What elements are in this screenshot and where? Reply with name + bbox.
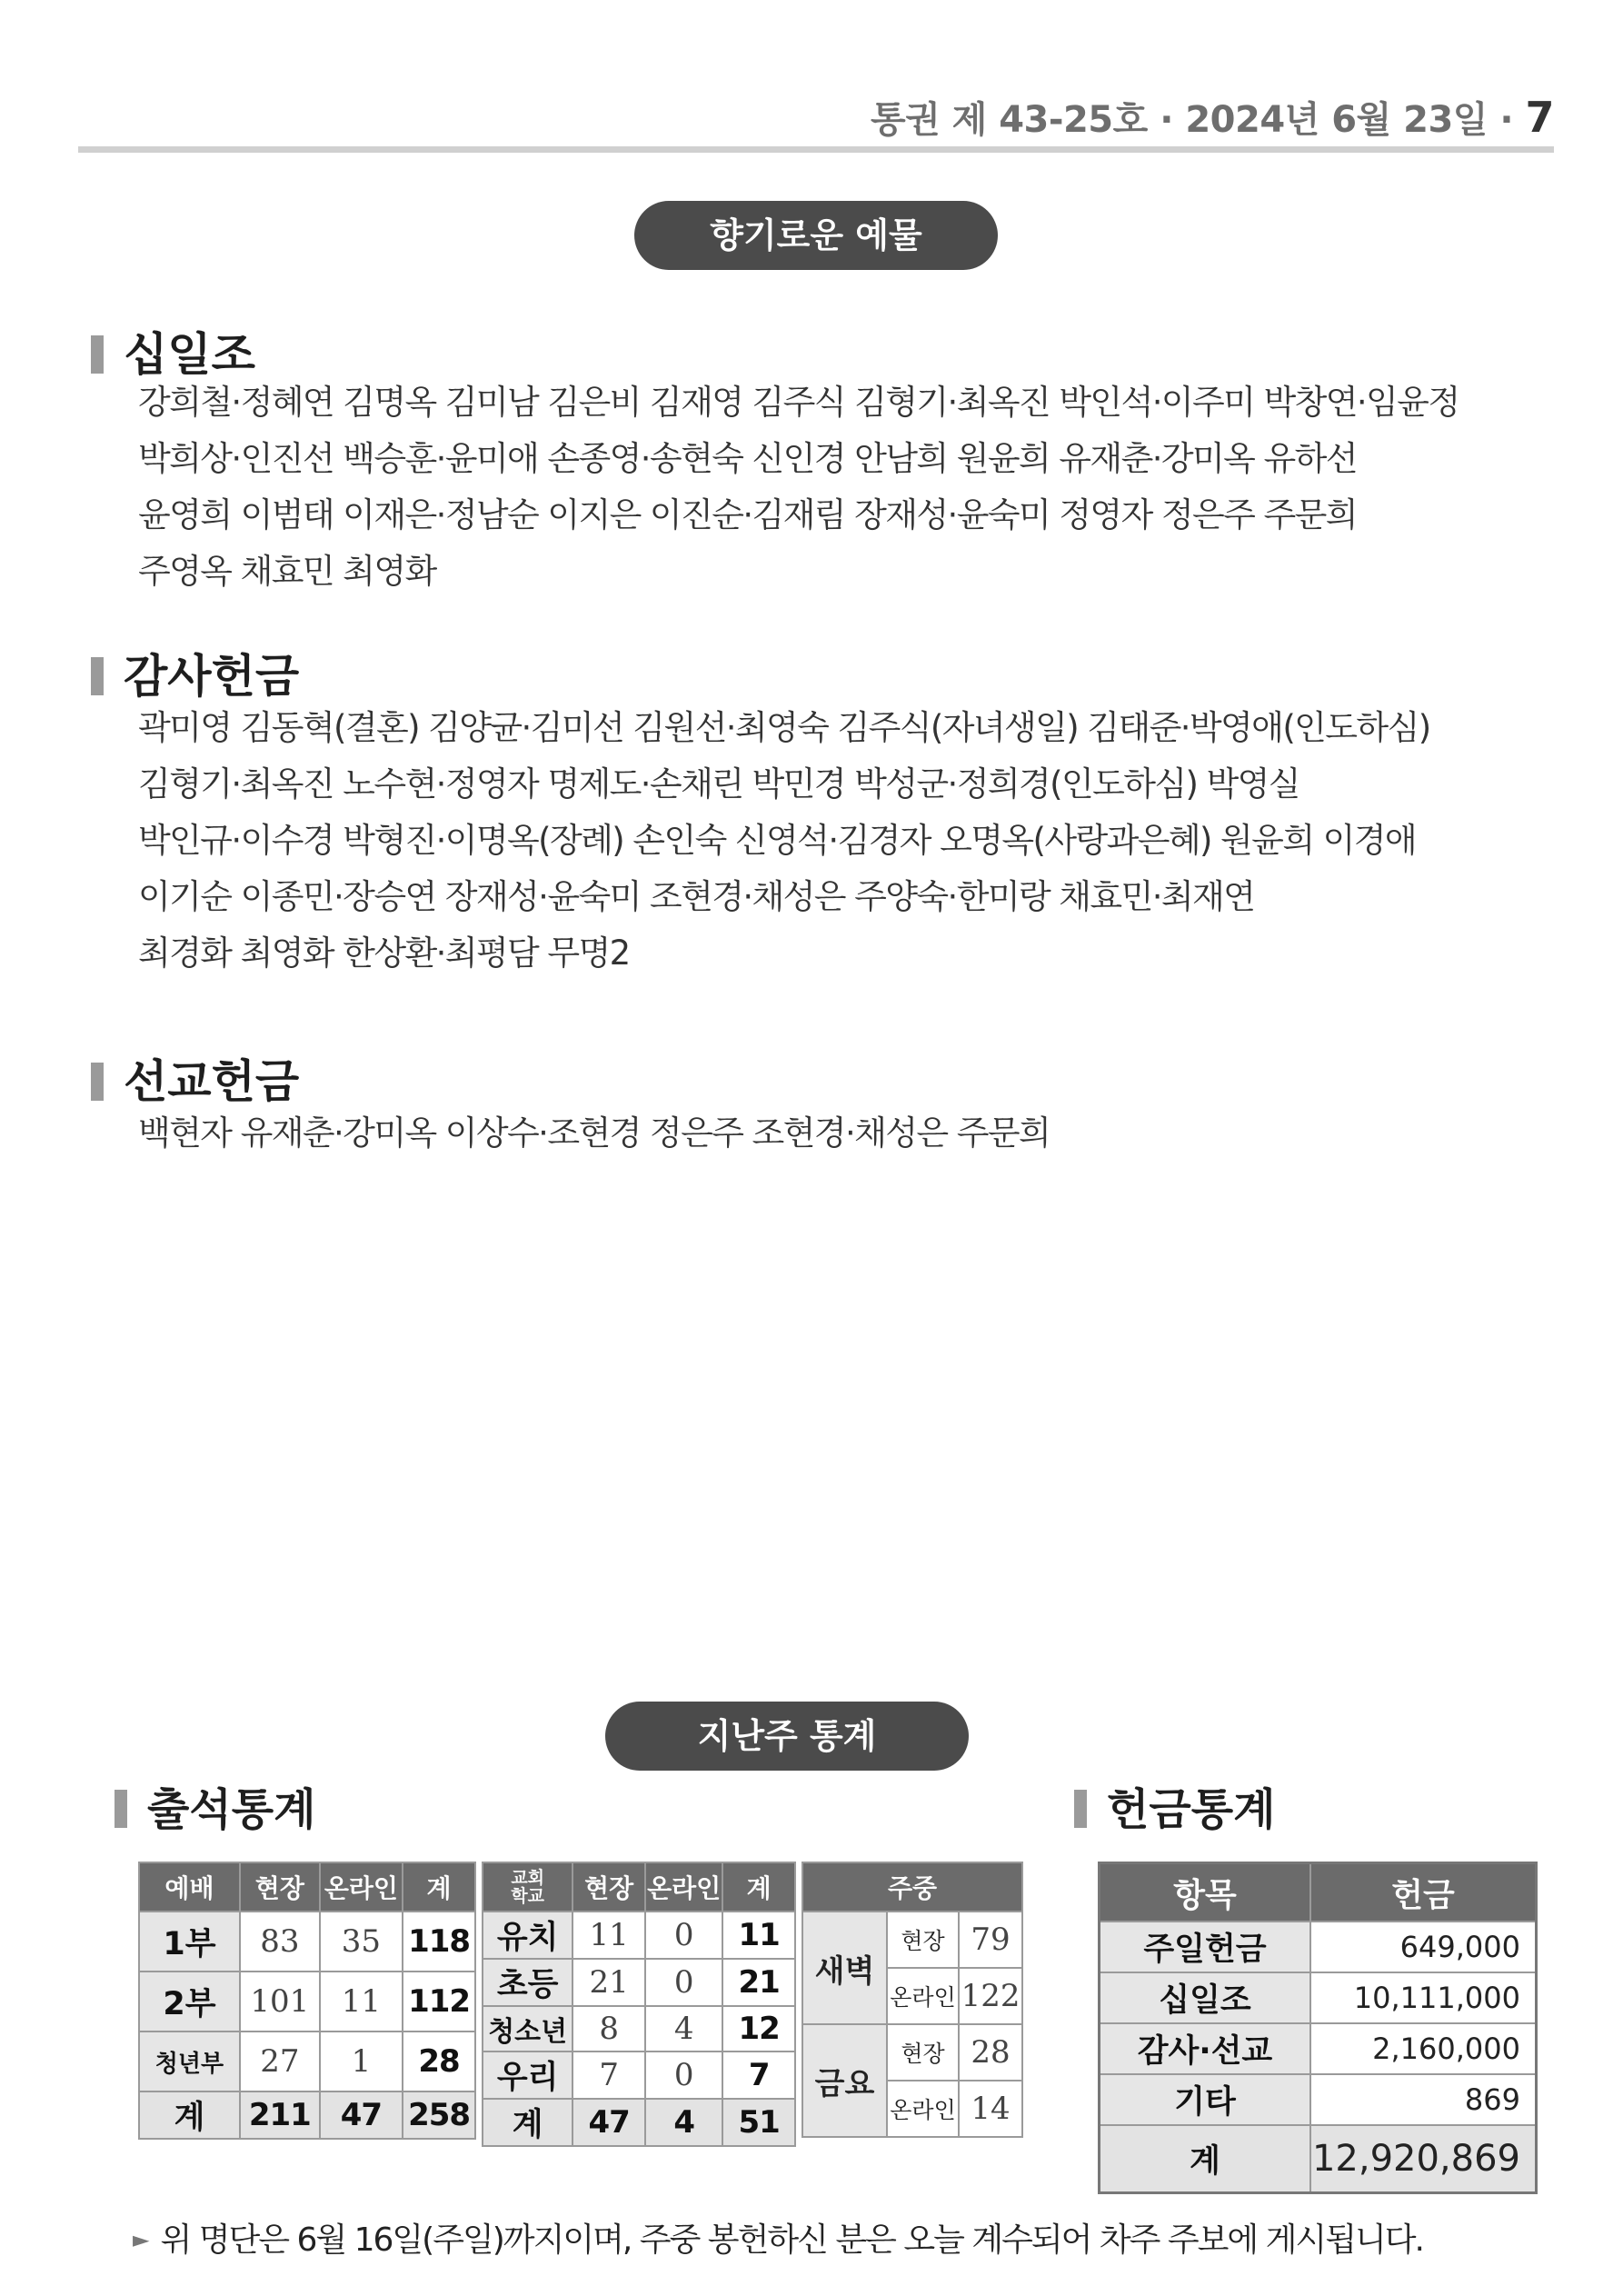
heading-bar <box>91 657 104 695</box>
online-label: 온라인 <box>887 1968 959 2024</box>
row-label: 청소년 <box>483 2006 573 2051</box>
onsite-label: 현장 <box>887 1912 959 1968</box>
name-line: 윤영희 이범태 이재은·정남순 이지은 이진순·김재림 장재성·윤숙미 정영자 정은주 주문희 <box>138 495 1357 534</box>
name-line: 박인규·이수경 박형진·이명옥(장례) 손인숙 신영석·김경자 오명옥(사랑과은혜) 원윤희 이경애 <box>138 821 1417 860</box>
row-label: 청년부 <box>139 2031 240 2091</box>
total-cell: 7 <box>722 2051 795 2099</box>
table-row <box>1100 2074 1537 2125</box>
school-header-label: 교회학교 <box>511 1868 545 1906</box>
offering-stats-table <box>1098 1862 1538 2194</box>
table-row <box>483 2051 795 2099</box>
item-amount: 10,111,000 <box>1310 1972 1537 2023</box>
section-heading-mission <box>91 1045 299 1111</box>
col-header: 주중 <box>802 1862 1022 1912</box>
online-cell: 0 <box>645 1912 722 1959</box>
name-line: 이기순 이종민·장승연 장재성·윤숙미 조현경·채성은 주양숙·한미랑 채효민·최재연 <box>138 877 1255 916</box>
online-cell: 11 <box>320 1972 403 2031</box>
footer-note <box>133 2214 1423 2261</box>
item-label: 주일헌금 <box>1100 1922 1310 1972</box>
item-label: 십일조 <box>1100 1972 1310 2023</box>
issue-info <box>871 91 1554 143</box>
triangle-bullet-icon: ► <box>133 2227 148 2252</box>
row-label: 유치 <box>483 1912 573 1959</box>
weekday-attendance-table <box>802 1862 1023 2138</box>
table-row <box>802 2024 1022 2081</box>
total-row <box>139 2091 475 2139</box>
note-text: 위 명단은 6월 16일(주일)까지이며, 주중 봉헌하신 분은 오늘 계수되어 차주 주보에 게시됩니다. <box>160 2221 1423 2259</box>
name-line: 곽미영 김동혁(결혼) 김양균·김미선 김원선·최영숙 김주식(자녀생일) 김태준·박영애(인도하심) <box>138 708 1430 747</box>
header-divider <box>78 146 1554 153</box>
online-cell: 47 <box>320 2091 403 2139</box>
col-header: 현장 <box>240 1862 320 1912</box>
table-row <box>139 1972 475 2031</box>
row-label: 계 <box>139 2091 240 2139</box>
online-cell: 4 <box>645 2099 722 2146</box>
thanks-names <box>138 700 1430 982</box>
table-row <box>1100 1972 1537 2023</box>
money-heading <box>1074 1774 1275 1837</box>
table-row <box>139 1912 475 1972</box>
name-line: 김형기·최옥진 노수현·정영자 명제도·손채린 박민경 박성군·정희경(인도하심) 박영실 <box>138 764 1299 804</box>
row-label: 계 <box>483 2099 573 2146</box>
table-row <box>139 2031 475 2091</box>
onsite-cell: 211 <box>240 2091 320 2139</box>
heading-bar <box>91 1063 104 1101</box>
onsite-cell: 101 <box>240 1972 320 2031</box>
row-label: 2부 <box>139 1972 240 2031</box>
row-label: 초등 <box>483 1959 573 2006</box>
offerings-title: 향기로운 예물 <box>634 201 998 270</box>
mission-names <box>138 1105 1050 1162</box>
item-label: 감사·선교 <box>1100 2023 1310 2074</box>
item-amount: 2,160,000 <box>1310 2023 1537 2074</box>
online-label: 온라인 <box>887 2081 959 2137</box>
onsite-cell: 7 <box>573 2051 645 2099</box>
money-title: 헌금통계 <box>1107 1784 1276 1835</box>
table-row <box>483 2006 795 2051</box>
online-cell: 0 <box>645 2051 722 2099</box>
section-title: 십일조 <box>124 328 255 381</box>
total-cell: 28 <box>403 2031 475 2091</box>
table-row <box>483 1912 795 1959</box>
online-cell: 14 <box>959 2081 1022 2137</box>
table-row <box>1100 2023 1537 2074</box>
table-row <box>483 1959 795 2006</box>
online-cell: 4 <box>645 2006 722 2051</box>
col-header: 항목 <box>1100 1863 1310 1922</box>
name-line: 강희철·정혜연 김명옥 김미남 김은비 김재영 김주식 김형기·최옥진 박인석·이주미 박창연·임윤정 <box>138 383 1459 422</box>
online-cell: 0 <box>645 1959 722 2006</box>
col-header: 온라인 <box>320 1862 403 1912</box>
col-header: 온라인 <box>645 1862 722 1912</box>
col-header: 헌금 <box>1310 1863 1537 1922</box>
worship-attendance-table <box>138 1862 476 2140</box>
total-amount: 12,920,869 <box>1310 2125 1537 2193</box>
onsite-cell: 8 <box>573 2006 645 2051</box>
heading-bar <box>115 1790 127 1828</box>
table-row <box>1100 1922 1537 1972</box>
name-line: 주영옥 채효민 최영화 <box>138 552 436 591</box>
group-label: 새벽 <box>802 1912 887 2024</box>
onsite-cell: 83 <box>240 1912 320 1972</box>
total-cell: 12 <box>722 2006 795 2051</box>
online-cell: 122 <box>959 1968 1022 2024</box>
col-header: 계 <box>403 1862 475 1912</box>
table-row <box>802 1912 1022 1968</box>
school-attendance-table <box>482 1862 796 2147</box>
col-header: 예배 <box>139 1862 240 1912</box>
name-line: 백현자 유재춘·강미옥 이상수·조현경 정은주 조현경·채성은 주문희 <box>138 1113 1050 1153</box>
onsite-cell: 11 <box>573 1912 645 1959</box>
total-cell: 258 <box>403 2091 475 2139</box>
item-amount: 649,000 <box>1310 1922 1537 1972</box>
onsite-cell: 28 <box>959 2024 1022 2081</box>
attendance-heading <box>115 1774 315 1837</box>
onsite-cell: 79 <box>959 1912 1022 1968</box>
tithe-names <box>138 374 1459 600</box>
row-label: 우리 <box>483 2051 573 2099</box>
name-line: 최경화 최영화 한상환·최평담 무명2 <box>138 933 630 973</box>
name-line: 박희상·인진선 백승훈·윤미애 손종영·송현숙 신인경 안남희 원윤희 유재춘·강미옥 유하선 <box>138 439 1357 478</box>
section-title: 감사헌금 <box>124 650 300 703</box>
col-header: 계 <box>722 1862 795 1912</box>
onsite-cell: 27 <box>240 2031 320 2091</box>
total-label: 계 <box>1100 2125 1310 2193</box>
onsite-cell: 21 <box>573 1959 645 2006</box>
issue-date: 통권 제 43-25호 · 2024년 6월 23일 · <box>870 99 1514 141</box>
item-amount: 869 <box>1310 2074 1537 2125</box>
online-cell: 35 <box>320 1912 403 1972</box>
group-label: 금요 <box>802 2024 887 2137</box>
total-cell: 11 <box>722 1912 795 1959</box>
attendance-title: 출석통계 <box>147 1784 316 1835</box>
col-header <box>483 1862 573 1912</box>
row-label: 1부 <box>139 1912 240 1972</box>
item-label: 기타 <box>1100 2074 1310 2125</box>
heading-bar <box>1074 1790 1087 1828</box>
onsite-label: 현장 <box>887 2024 959 2081</box>
total-row <box>483 2099 795 2146</box>
page-number: 7 <box>1525 93 1554 142</box>
total-cell: 21 <box>722 1959 795 2006</box>
total-cell: 118 <box>403 1912 475 1972</box>
section-title: 선교헌금 <box>124 1055 300 1108</box>
col-header: 현장 <box>573 1862 645 1912</box>
total-cell: 112 <box>403 1972 475 2031</box>
total-row <box>1100 2125 1537 2193</box>
page-header <box>78 84 1554 147</box>
online-cell: 1 <box>320 2031 403 2091</box>
onsite-cell: 47 <box>573 2099 645 2146</box>
total-cell: 51 <box>722 2099 795 2146</box>
section-heading-thanks <box>91 640 299 705</box>
stats-title: 지난주 통계 <box>605 1702 969 1771</box>
heading-bar <box>91 335 104 374</box>
